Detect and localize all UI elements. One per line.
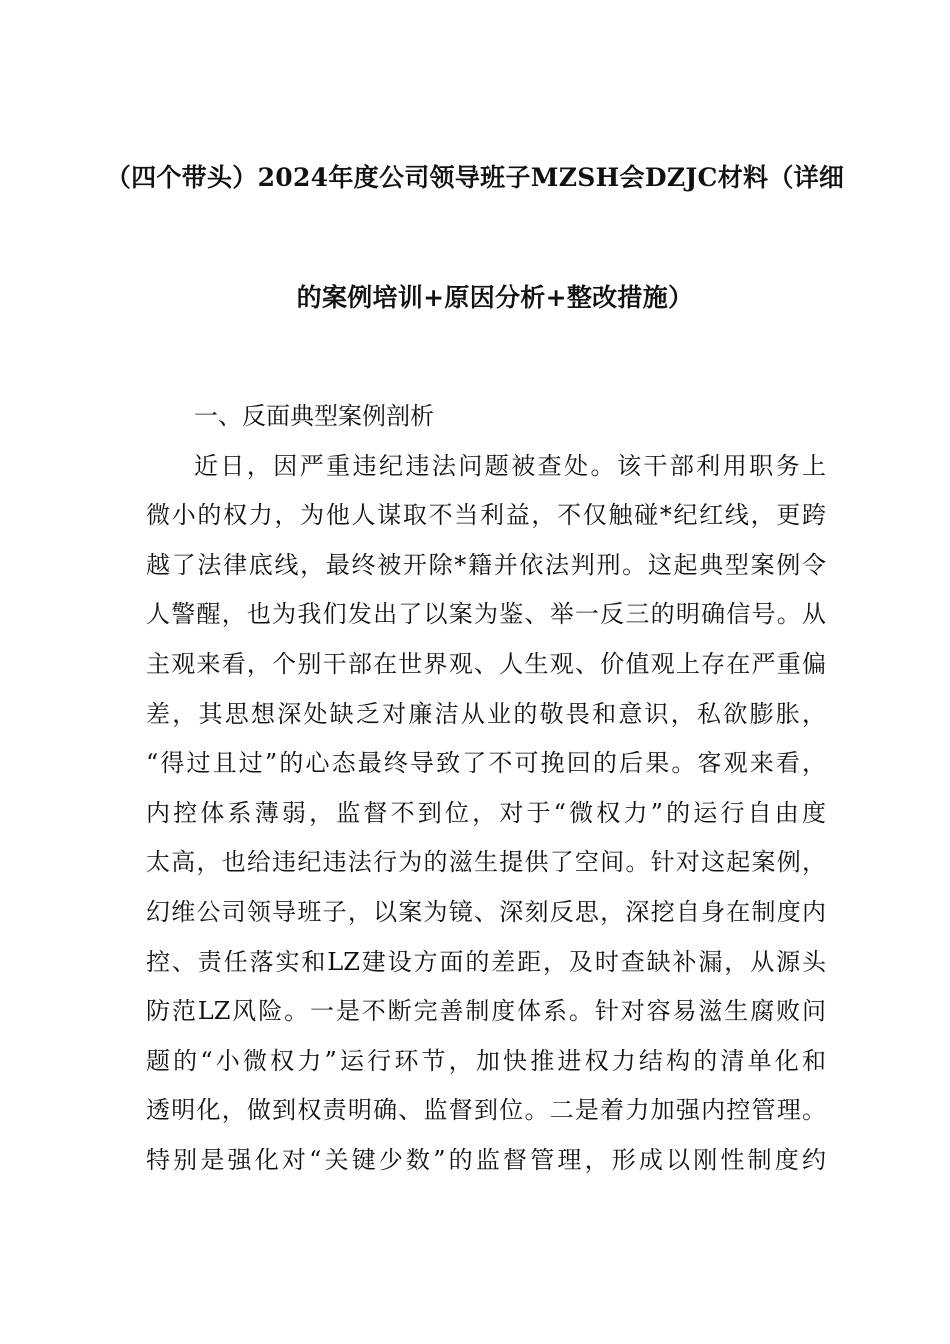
paragraph-line: 越了法律底线，最终被开除*籍并依法判刑。这起典型案例令: [146, 550, 826, 579]
paragraph-line: 控、责任落实和LZ建设方面的差距，及时查缺补漏，从源头: [146, 947, 826, 976]
paragraph-line: 内控体系薄弱，监督不到位，对于“微权力”的运行自由度: [146, 798, 826, 827]
section-heading: 一、反面典型案例剖析: [194, 402, 434, 430]
document-body: [146, 392, 826, 1186]
paragraph-line: 透明化，做到权责明确、监督到位。二是着力加强内控管理。: [146, 1096, 826, 1125]
paragraph-line: 近日，因严重违纪违法问题被查处。该干部利用职务上: [194, 451, 826, 480]
paragraph-line: 题的“小微权力”运行环节，加快推进权力结构的清单化和: [146, 1046, 826, 1075]
paragraph-line: 特别是强化对“关键少数”的监督管理，形成以刚性制度约: [146, 1145, 826, 1174]
paragraph-line: 幻维公司领导班子，以案为镜、深刻反思，深挖自身在制度内: [146, 897, 826, 926]
document-title-line-2: 的案例培训+原因分析+整改措施）: [296, 283, 694, 312]
document-title-line-1: （四个带头）2024年度公司领导班子MZSH会DZJC材料（详细: [105, 163, 845, 192]
paragraph-line: 差，其思想深处缺乏对廉洁从业的敬畏和意识，私欲膨胀，: [146, 699, 826, 728]
paragraph-line: 太高，也给违纪违法行为的滋生提供了空间。针对这起案例，: [146, 848, 826, 877]
paragraph-line: 人警醒，也为我们发出了以案为鉴、举一反三的明确信号。从: [146, 600, 826, 629]
paragraph-line: 防范LZ风险。一是不断完善制度体系。针对容易滋生腐败问: [146, 997, 826, 1026]
paragraph-line: 主观来看，个别干部在世界观、人生观、价值观上存在严重偏: [146, 649, 826, 678]
paragraph-line: “得过且过”的心态最终导致了不可挽回的后果。客观来看，: [146, 749, 826, 778]
paragraph-line: 微小的权力，为他人谋取不当利益，不仅触碰*纪红线，更跨: [146, 501, 826, 530]
